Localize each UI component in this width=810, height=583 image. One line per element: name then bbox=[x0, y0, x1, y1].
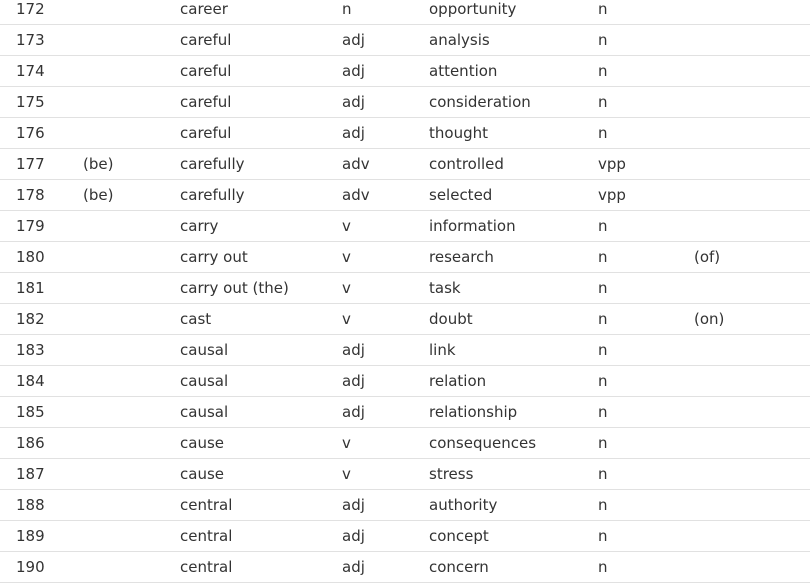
headword-part-of-speech: adj bbox=[342, 341, 365, 359]
row-number: 189 bbox=[16, 527, 45, 545]
row-number: 176 bbox=[16, 124, 45, 142]
table-row bbox=[0, 304, 810, 335]
collocate-part-of-speech: n bbox=[598, 434, 608, 452]
collocate: research bbox=[429, 248, 494, 266]
headword-part-of-speech: adj bbox=[342, 62, 365, 80]
row-number: 182 bbox=[16, 310, 45, 328]
collocate-part-of-speech: n bbox=[598, 248, 608, 266]
row-number: 175 bbox=[16, 93, 45, 111]
headword-part-of-speech: v bbox=[342, 310, 351, 328]
collocate: opportunity bbox=[429, 0, 517, 18]
headword-part-of-speech: v bbox=[342, 217, 351, 235]
table-row bbox=[0, 25, 810, 56]
headword: carry bbox=[180, 217, 219, 235]
table-row bbox=[0, 242, 810, 273]
headword-part-of-speech: adv bbox=[342, 186, 370, 204]
collocate-part-of-speech: n bbox=[598, 0, 608, 18]
headword-part-of-speech: adv bbox=[342, 155, 370, 173]
collocate: attention bbox=[429, 62, 498, 80]
collocate-part-of-speech: n bbox=[598, 124, 608, 142]
collocate-part-of-speech: n bbox=[598, 496, 608, 514]
collocate-part-of-speech: n bbox=[598, 279, 608, 297]
headword: cause bbox=[180, 434, 224, 452]
table-row bbox=[0, 521, 810, 552]
collocate-part-of-speech: n bbox=[598, 93, 608, 111]
row-number: 174 bbox=[16, 62, 45, 80]
collocate: concept bbox=[429, 527, 489, 545]
headword: causal bbox=[180, 341, 229, 359]
row-number: 177 bbox=[16, 155, 45, 173]
collocate-part-of-speech: n bbox=[598, 217, 608, 235]
collocate-part-of-speech: n bbox=[598, 341, 608, 359]
headword-part-of-speech: v bbox=[342, 248, 351, 266]
collocate: stress bbox=[429, 465, 474, 483]
collocate: consideration bbox=[429, 93, 531, 111]
headword: carefully bbox=[180, 155, 245, 173]
table-row bbox=[0, 211, 810, 242]
headword: central bbox=[180, 496, 233, 514]
headword: carefully bbox=[180, 186, 245, 204]
collocate: link bbox=[429, 341, 456, 359]
table-row bbox=[0, 490, 810, 521]
headword-part-of-speech: adj bbox=[342, 124, 365, 142]
collocate-part-of-speech: vpp bbox=[598, 155, 626, 173]
row-number: 190 bbox=[16, 558, 45, 576]
collocate: controlled bbox=[429, 155, 504, 173]
row-number: 188 bbox=[16, 496, 45, 514]
row-number: 181 bbox=[16, 279, 45, 297]
collocate-part-of-speech: n bbox=[598, 465, 608, 483]
collocate-part-of-speech: n bbox=[598, 310, 608, 328]
table-row bbox=[0, 335, 810, 366]
collocate: information bbox=[429, 217, 516, 235]
row-number: 185 bbox=[16, 403, 45, 421]
collocate: relation bbox=[429, 372, 487, 390]
collocate: concern bbox=[429, 558, 489, 576]
headword: career bbox=[180, 0, 228, 18]
collocate-part-of-speech: vpp bbox=[598, 186, 626, 204]
table-row bbox=[0, 149, 810, 180]
row-number: 172 bbox=[16, 0, 45, 18]
following-word: (of) bbox=[694, 248, 721, 266]
collocate-part-of-speech: n bbox=[598, 372, 608, 390]
headword: cause bbox=[180, 465, 224, 483]
preceding-word: (be) bbox=[83, 155, 114, 173]
collocate-part-of-speech: n bbox=[598, 558, 608, 576]
table-row bbox=[0, 428, 810, 459]
headword-part-of-speech: adj bbox=[342, 31, 365, 49]
collocate: task bbox=[429, 279, 461, 297]
collocate: doubt bbox=[429, 310, 473, 328]
table-row bbox=[0, 56, 810, 87]
collocate: authority bbox=[429, 496, 498, 514]
collocate-part-of-speech: n bbox=[598, 527, 608, 545]
headword-part-of-speech: adj bbox=[342, 558, 365, 576]
headword: central bbox=[180, 558, 233, 576]
headword-part-of-speech: v bbox=[342, 279, 351, 297]
table-row bbox=[0, 87, 810, 118]
collocate: analysis bbox=[429, 31, 490, 49]
collocate-part-of-speech: n bbox=[598, 403, 608, 421]
headword: carry out bbox=[180, 248, 248, 266]
row-number: 180 bbox=[16, 248, 45, 266]
table-row bbox=[0, 397, 810, 428]
headword-part-of-speech: adj bbox=[342, 93, 365, 111]
collocate: consequences bbox=[429, 434, 537, 452]
row-number: 178 bbox=[16, 186, 45, 204]
headword-part-of-speech: v bbox=[342, 465, 351, 483]
headword-part-of-speech: adj bbox=[342, 372, 365, 390]
collocate: thought bbox=[429, 124, 488, 142]
table-row bbox=[0, 180, 810, 211]
row-number: 183 bbox=[16, 341, 45, 359]
table-row bbox=[0, 459, 810, 490]
table-row bbox=[0, 0, 810, 25]
headword-part-of-speech: adj bbox=[342, 403, 365, 421]
table-row bbox=[0, 366, 810, 397]
row-number: 186 bbox=[16, 434, 45, 452]
row-number: 179 bbox=[16, 217, 45, 235]
following-word: (on) bbox=[694, 310, 725, 328]
headword-part-of-speech: v bbox=[342, 434, 351, 452]
headword: central bbox=[180, 527, 233, 545]
headword: causal bbox=[180, 403, 229, 421]
headword: causal bbox=[180, 372, 229, 390]
table-row bbox=[0, 273, 810, 304]
headword: careful bbox=[180, 31, 232, 49]
row-number: 184 bbox=[16, 372, 45, 390]
collocate-part-of-speech: n bbox=[598, 62, 608, 80]
table-row bbox=[0, 552, 810, 583]
collocate: relationship bbox=[429, 403, 518, 421]
headword: cast bbox=[180, 310, 212, 328]
table-row bbox=[0, 118, 810, 149]
collocate: selected bbox=[429, 186, 493, 204]
headword-part-of-speech: adj bbox=[342, 496, 365, 514]
headword-part-of-speech: adj bbox=[342, 527, 365, 545]
preceding-word: (be) bbox=[83, 186, 114, 204]
row-number: 173 bbox=[16, 31, 45, 49]
headword: careful bbox=[180, 93, 232, 111]
headword: careful bbox=[180, 62, 232, 80]
collocate-part-of-speech: n bbox=[598, 31, 608, 49]
headword-part-of-speech: n bbox=[342, 0, 352, 18]
headword: careful bbox=[180, 124, 232, 142]
headword: carry out (the) bbox=[180, 279, 289, 297]
row-number: 187 bbox=[16, 465, 45, 483]
